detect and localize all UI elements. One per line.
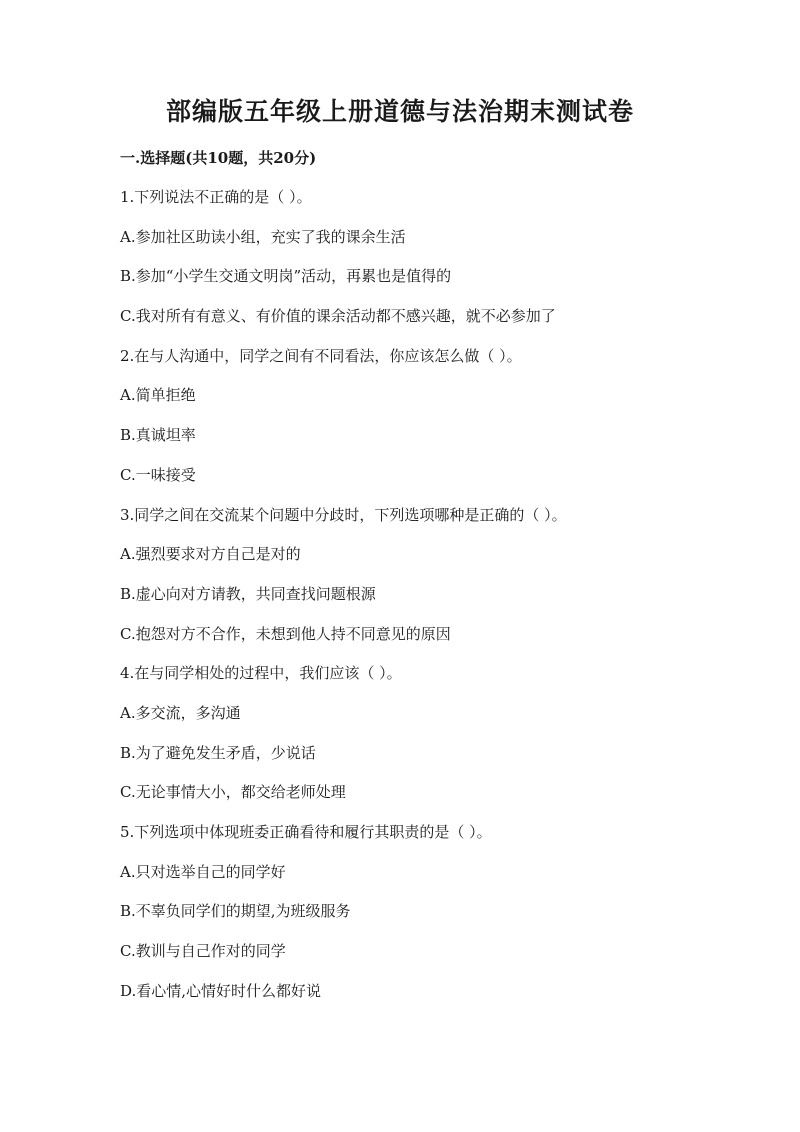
question-list	[120, 186, 780, 1019]
question-5-option-c: C.教训与自己作对的同学	[120, 942, 286, 961]
question-1-option-b: B.参加“小学生交通文明岗”活动，再累也是值得的	[120, 267, 452, 286]
question-3-stem: 3.同学之间在交流某个问题中分歧时，下列选项哪种是正确的（ ）。	[120, 505, 567, 524]
question-4-option-b: B.为了避免发生矛盾，少说话	[120, 743, 316, 762]
page-title: 部编版五年级上册道德与法治期末测试卷	[165, 97, 634, 126]
question-1-option-c: C.我对所有有意义、有价值的课余活动都不感兴趣，就不必参加了	[120, 307, 556, 326]
question-2-option-a: A.简单拒绝	[120, 386, 196, 405]
question-5-option-b: B.不辜负同学们的期望,为班级服务	[120, 902, 351, 921]
question-1-stem: 1.下列说法不正确的是（ ）。	[120, 188, 312, 206]
question-2-option-c: C.一味接受	[120, 465, 196, 484]
question-5-stem: 5.下列选项中体现班委正确看待和履行其职责的是（ ）。	[120, 823, 492, 841]
question-1-option-a: A.参加社区助读小组，充实了我的课余生活	[120, 227, 406, 246]
question-3-option-b: B.虚心向对方请教，共同查找问题根源	[120, 584, 376, 603]
question-4-option-a: A.多交流，多沟通	[120, 703, 241, 722]
question-2-option-b: B.真诚坦率	[120, 426, 196, 445]
question-4-stem: 4.在与同学相处的过程中，我们应该（ ）。	[120, 664, 402, 683]
question-3-option-a: A.强烈要求对方自己是对的	[120, 545, 301, 564]
question-5-option-a: A.只对选举自己的同学好	[120, 862, 286, 881]
question-4-option-c: C.无论事情大小，都交给老师处理	[120, 783, 346, 802]
question-3-option-c: C.抱怨对方不合作，未想到他人持不同意见的原因	[120, 624, 451, 643]
question-2-stem: 2.在与人沟通中，同学之间有不同看法，你应该怎么做（ ）。	[120, 346, 522, 365]
section-heading: 一.选择题(共10题，共20分)	[120, 149, 317, 167]
question-5-option-d: D.看心情,心情好时什么都好说	[120, 981, 322, 1000]
